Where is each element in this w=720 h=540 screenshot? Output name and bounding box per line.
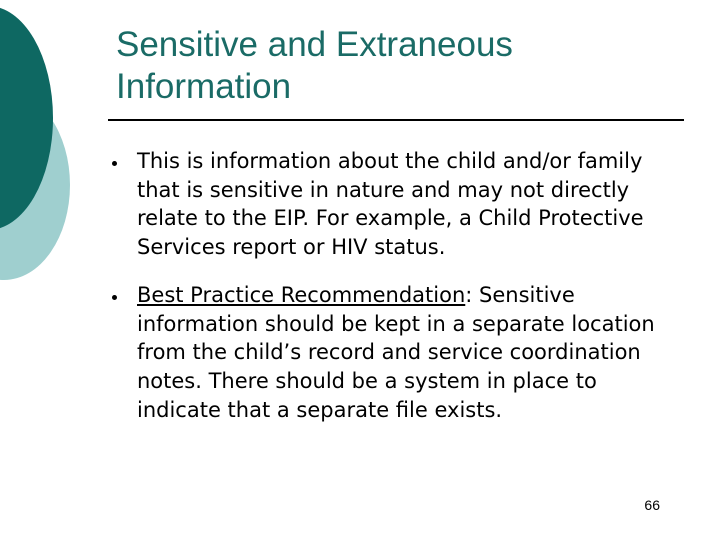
decorative-curve-shape <box>0 0 80 300</box>
bullet-item-recommendation <box>104 281 674 425</box>
bullet-item-definition <box>104 147 674 262</box>
bullet-list <box>104 147 674 443</box>
bullet-text: This is information about the child and/or family that is sensitive in nature and may not directly relate to the EIP. For example, a Child Protective Services report or HIV status. <box>137 149 644 260</box>
bullet-dot-icon <box>112 295 117 300</box>
label-separator: : <box>465 282 480 307</box>
page-number: 66 <box>644 497 660 513</box>
slide-title: Sensitive and Extraneous Information <box>116 25 513 106</box>
recommendation-label: Best Practice Recommendation <box>137 282 466 307</box>
bullet-dot-icon <box>112 161 117 166</box>
bullet-text: Sensitive information should be kept in a separate location from the child’s record and service coordination notes. There should be a system in place to indicate that a separate file exists. <box>137 282 655 422</box>
title-underline <box>108 119 684 121</box>
